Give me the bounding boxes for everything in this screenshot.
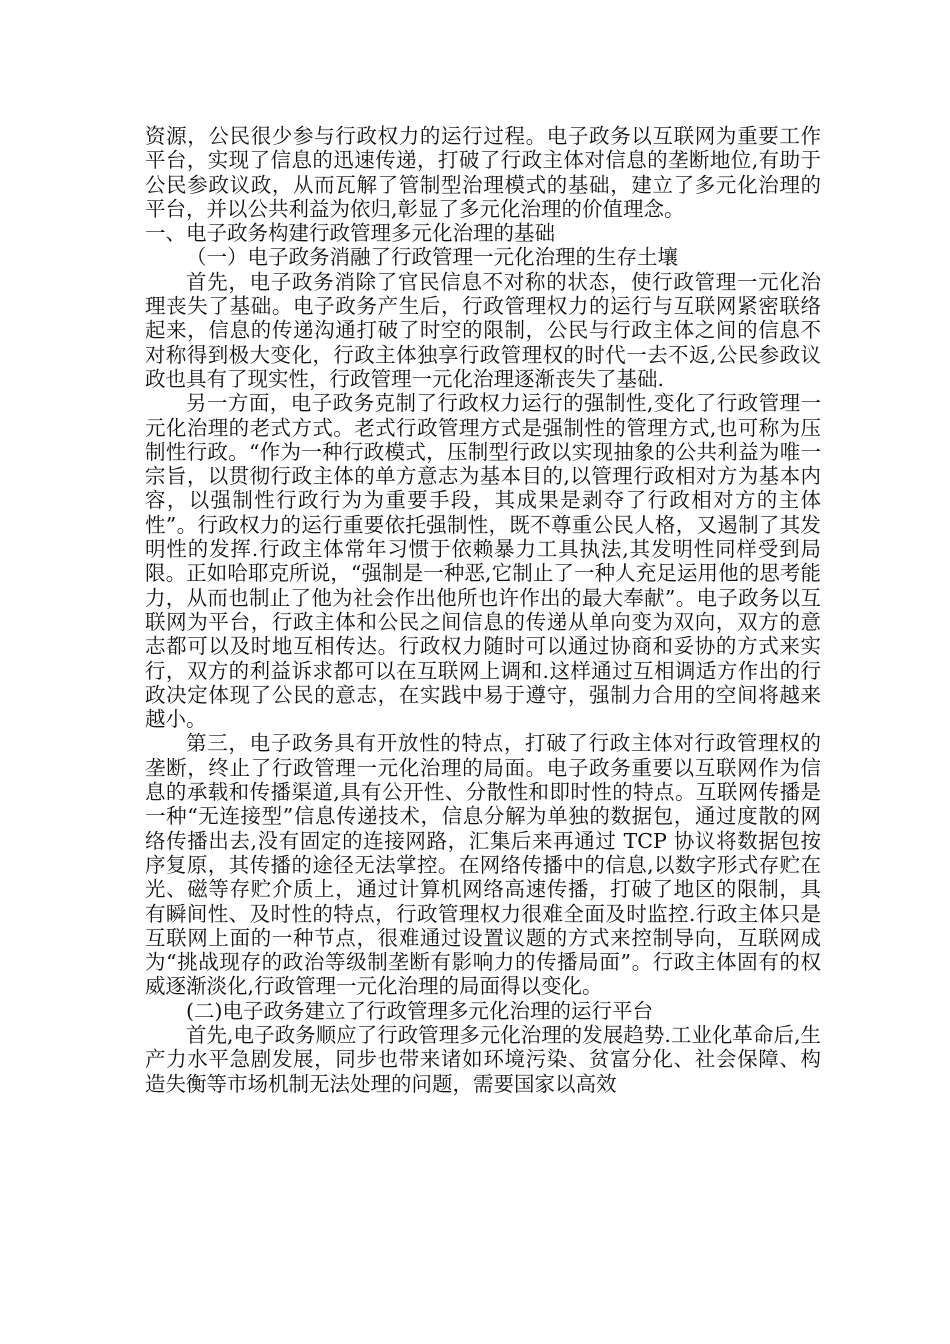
paragraph-second-point: 另一方面，电子政务克制了行政权力运行的强制性,变化了行政管理一元化治理的老式方式。老式行政管理方式是强制性的管理方式,也可称为压制性行政。“作为一种行政模式，压制型行政以实现抽象的公共利益为唯一宗旨，以贯彻行政主体的单方意志为基本目的,以管理行政相对方为基本内容，以强制性行政行为为重要手段，其成果是剥夺了行政相对方的主体性”。行政权力的运行重要依托强制性，既不尊重公民人格，又遏制了其发明性的发挥.行政主体常年习惯于依赖暴力工具执法,其发明性同样受到局限。正如哈耶克所说，“强制是一种恶,它制止了一种人充足运用他的思考能力，从而也制止了他为社会作出他所也许作出的最大奉献”。电子政务以互联网为平台，行政主体和公民之间信息的传递从单向变为双向，双方的意志都可以及时地互相传达。行政权力随时可以通过协商和妥协的方式来实行，双方的利益诉求都可以在互联网上调和.这样通过互相调适方作出的行政决定体现了公民的意志，在实践中易于遵守，强制力合用的空间将越来越小。 [145, 391, 821, 732]
paragraph-intro: 资源，公民很少参与行政权力的运行过程。电子政务以互联网为重要工作平台，实现了信息的迅速传递，打破了行政主体对信息的垄断地位,有助于公民参政议政，从而瓦解了管制型治理模式的基础，建立了多元化治理的平台，并以公共利益为依归,彰显了多元化治理的价值理念。 [145, 124, 821, 221]
paragraph-third-point: 第三，电子政务具有开放性的特点，打破了行政主体对行政管理权的垄断，终止了行政管理一元化治理的局面。电子政务重要以互联网作为信息的承载和传播渠道,具有公开性、分散性和即时性的特点。互联网传播是一种“无连接型”信息传递技术，信息分解为单独的数据包，通过度散的网络传播出去,没有固定的连接网路，汇集后来再通过 TCP 协议将数据包按序复原，其传播的途径无法掌控。在网络传播中的信息,以数字形式存贮在光、磁等存贮介质上，通过计算机网络高速传播，打破了地区的限制，具有瞬间性、及时性的特点，行政管理权力很难全面及时监控.行政主体只是互联网上面的一种节点，很难通过设置议题的方式来控制导向，互联网成为“挑战现存的政治等级制垄断有影响力的传播局面”。行政主体固有的权威逐渐淡化,行政管理一元化治理的局面得以变化。 [145, 731, 821, 999]
subsection-heading-2: (二)电子政务建立了行政管理多元化治理的运行平台 [186, 998, 653, 1023]
paragraph-first-point: 首先，电子政务消除了官民信息不对称的状态，使行政管理一元化治理丧失了基础。电子政务产生后，行政管理权力的运行与互联网紧密联络起来，信息的传递沟通打破了时空的限制，公民与行政主体之间的信息不对称得到极大变化，行政主体独享行政管理权的时代一去不返,公民参政议政也具有了现实性，行政管理一元化治理逐渐丧失了基础. [145, 269, 821, 391]
subsection-heading-1: （一）电子政务消融了行政管理一元化治理的生存土壤 [186, 245, 678, 270]
paragraph-platform-first: 首先,电子政务顺应了行政管理多元化治理的发展趋势.工业化革命后,生产力水平急剧发展，同步也带来诸如环境污染、贫富分化、社会保障、构造失衡等市场机制无法处理的问题，需要国家以高效 [145, 1022, 821, 1096]
document-page [145, 124, 821, 1096]
section-heading-1: 一、电子政务构建行政管理多元化治理的基础 [145, 221, 555, 246]
